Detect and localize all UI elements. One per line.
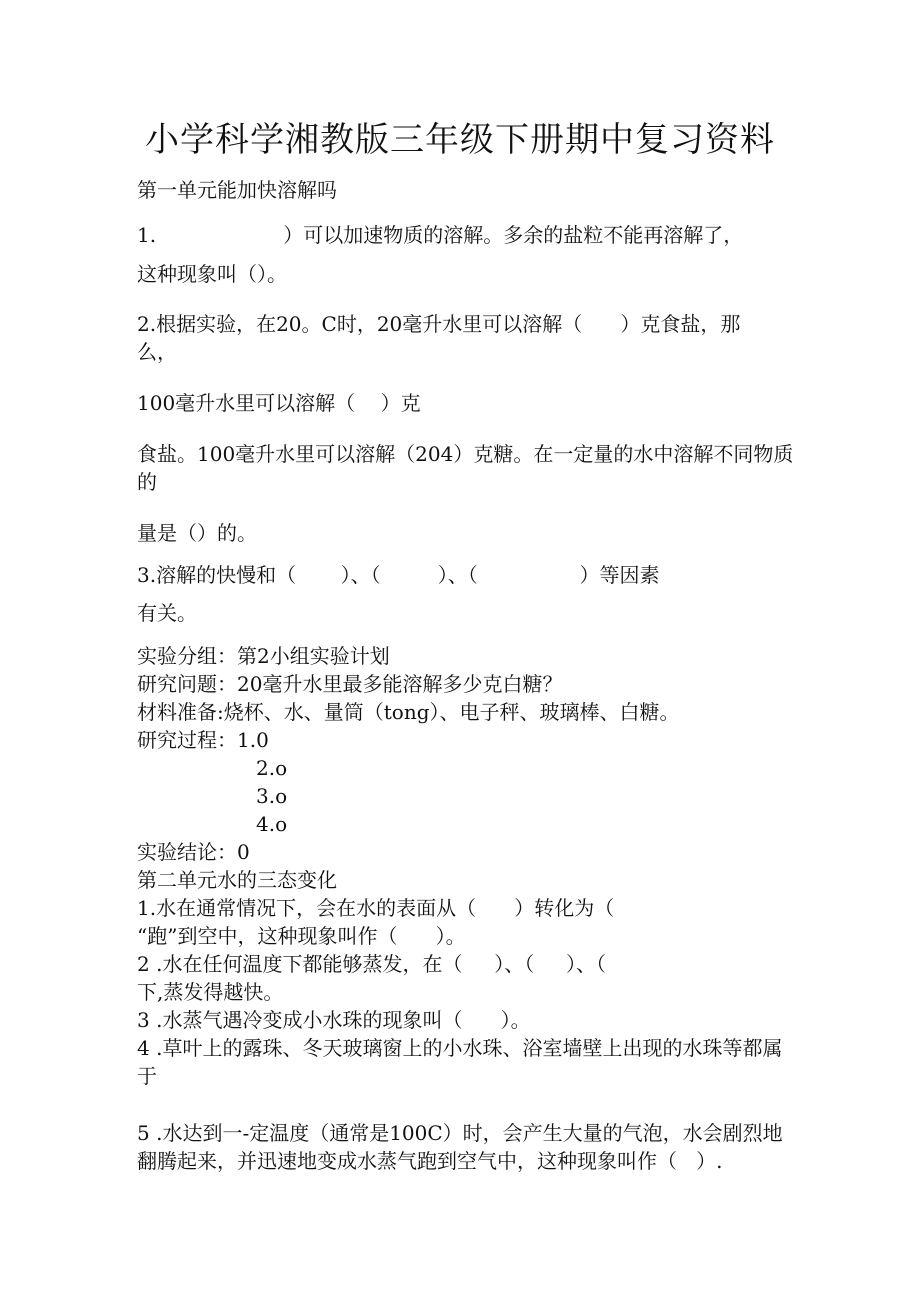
unit1-q2-line5: 的 [137, 470, 157, 494]
unit1-q2-line6: 量是（）的。 [137, 521, 257, 545]
experiment-group: 实验分组：第2小组实验计划 [137, 644, 390, 668]
unit2-q2-line1: 2 .水在任何温度下都能够蒸发，在（ ）、（ ）、（ [137, 952, 607, 976]
unit2-q5-line2: 翻腾起来，并迅速地变成水蒸气跑到空气中，这种现象叫作（ ）. [137, 1149, 723, 1173]
experiment-question: 研究问题：20毫升水里最多能溶解多少克白糖？ [137, 672, 563, 696]
unit1-q2-line1: 2.根据实验，在20。C时，20毫升水里可以溶解（ ）克食盐，那 [137, 312, 741, 336]
unit2-q3: 3 .水蒸气遇冷变成小水珠的现象叫（ ）。 [137, 1008, 531, 1032]
unit2-q2-line2: 下,蒸发得越快。 [137, 980, 284, 1004]
unit2-q1-line2: “跑”到空中，这种现象叫作（ ）。 [137, 924, 466, 948]
experiment-materials: 材料准备:烧杯、水、量筒（tong）、电子秤、玻璃棒、白糖。 [137, 700, 680, 724]
unit2-q4-line2: 于 [137, 1064, 157, 1088]
unit1-q2-line4: 食盐。100毫升水里可以溶解（204）克糖。在一定量的水中溶解不同物质 [137, 442, 794, 466]
experiment-step: 3.o [256, 784, 288, 808]
unit1-q1-line2: 这种现象叫（）。 [137, 262, 287, 286]
unit1-q3-line2: 有关。 [137, 601, 197, 625]
unit1-q2-line3: 100毫升水里可以溶解（ ）克 [137, 391, 421, 415]
experiment-process: 研究过程：1.0 [137, 728, 269, 752]
unit1-q3-line1: 3.溶解的快慢和（ ）、（ ）、（ ）等因素 [137, 563, 660, 587]
experiment-conclusion: 实验结论：0 [137, 840, 250, 864]
unit2-heading: 第二单元水的三态变化 [137, 868, 337, 892]
experiment-step: 4.o [256, 812, 288, 836]
unit2-q5-line1: 5 .水达到一-定温度（通常是100C）时，会产生大量的气泡，水会剧烈地 [137, 1121, 783, 1145]
unit2-q4-line1: 4 .草叶上的露珠、冬天玻璃窗上的小水珠、浴室墙壁上出现的水珠等都属 [137, 1036, 783, 1060]
document-title: 小学科学湘教版三年级下册期中复习资料 [145, 120, 775, 160]
unit2-q1-line1: 1.水在通常情况下，会在水的表面从（ ）转化为（ [137, 896, 615, 920]
experiment-step: 2.o [256, 756, 288, 780]
unit1-q1-line1: 1. ）可以加速物质的溶解。多余的盐粒不能再溶解了， [137, 223, 744, 247]
unit1-q2-line2: 么， [137, 340, 177, 364]
unit1-heading: 第一单元能加快溶解吗 [137, 178, 337, 202]
